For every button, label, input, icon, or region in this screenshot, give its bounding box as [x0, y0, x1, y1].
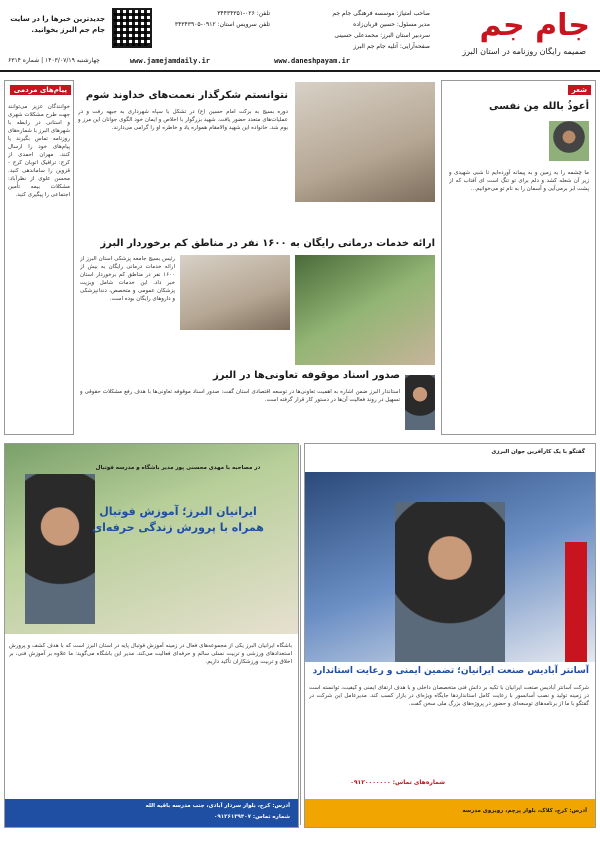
ad-divider [300, 445, 301, 825]
ad-football-top-label: در مصاحبه با مهدی محسنی پور مدیر باشگاه و مدرسه فوتبال [95, 465, 261, 471]
manager-photo [25, 474, 95, 624]
story-top-text: دوره بسیج به برکت امام حسین (ع) در تشکل با سپاه شهرداری به جبهه رفت و در عملیات‌های متعدد حضور یافت. شهید بزرگوار با اخلاص و ایمان خود الگوی جوانان این مرز و بوم شد. خانواده این شهید والامقام همواره یاد و خاطره او را گرامی می‌دارند. [78, 109, 288, 131]
ad-elevator [304, 443, 596, 828]
ad-elevator-address: آدرس: کرج، کلاک، بلوار پرچم، روبروی مدرسه [462, 808, 587, 814]
ad-football-phone: شماره تماس: ۰۹۱۲۶۱۳۹۴۰۷ [214, 814, 290, 820]
qr-code-icon [112, 8, 152, 48]
story-health-text: رئیس بسیج جامعه پزشکی استان البرز از ارائه خدمات درمانی رایگان به بیش از ۱۶۰۰ نفر در مناطق کم برخوردار استان خبر داد. این خدمات شامل ویزیت پزشکان عمومی و متخصص، دندانپزشکی و داروهای رایگان بوده است. [80, 256, 175, 302]
people-messages-label: پیام‌های مردمی [10, 85, 71, 95]
people-messages-column [4, 80, 74, 435]
ad-football-address: آدرس: کرج، بلوار سردار آبادی، جنب مدرسه باقیه الله [145, 803, 290, 809]
info-line: تلفن سرویس استان: ۰۹۱۲-۳۴۳۴۳۹۰۵ [174, 21, 270, 28]
info-line: صاحب امتیاز: موسسه فرهنگی جام جم [332, 10, 430, 17]
ad-elevator-top-label: گفتگو با یک کارآفرین جوان البرزی [491, 449, 585, 455]
poem-title: أعوذُ بالله مِن نفسی [489, 101, 589, 112]
info-block-2 [160, 8, 270, 30]
info-line: سردبیر استان البرز: محمدعلی حسینی [334, 32, 430, 39]
tagline: صمیمه رایگان روزنامه در استان البرز [462, 47, 586, 56]
ad-football [4, 443, 299, 828]
ad-football-headline: ایرانیان البرز؛ آموزش فوتبال همراه با پرورش زندگی حرفه‌ای [92, 505, 264, 534]
story-top-headline: نتوانستم شکرگذار نعمت‌های خداوند شوم [85, 90, 288, 101]
poem-column [441, 80, 596, 435]
url-bar [0, 54, 600, 70]
info-line: صفحه‌آرایی: آتلیه جام جم البرز [353, 43, 430, 50]
ad-football-text: باشگاه ایرانیان البرز یکی از مجموعه‌های فعال در زمینه آموزش فوتبال پایه در استان البرز است که با هدف کشف و پرورش استعدادهای ورزشی و تربیت نسلی سالم و حرفه‌ای فعالیت می‌کند. مدیر این باشگاه می‌گوید: ما علاوه بر آموزش فنی، بر اخلاق و تربیت ورزشکاران تأکید داریم. [9, 643, 292, 665]
story-coop-headline: صدور اسناد موقوفه تعاونی‌ها در البرز [212, 370, 400, 381]
clinic-photo-2 [180, 255, 290, 330]
people-messages-text: خوانندگان عزیز می‌توانند جهت طرح مشکلات شهری و استانی در رابطه با شهرهای البرز با شماره‌های روزنامه تماس بگیرند یا پیام‌های خود را ارسال کنند. مهران احمدی از کرج: ترافیک اتوبان کرج - قزوین را ساماندهی کنید. محسن علوی از نظرآباد: مشکلات بیمه تأمین اجتماعی را پیگیری کنید. [8, 104, 70, 198]
story-health-headline: ارائه خدمات درمانی رایگان به ۱۶۰۰ نفر در مناطق کم برخوردار البرز [100, 238, 435, 249]
info-line: مدیر مسئول: حسین قربان‌زاده [353, 21, 430, 28]
ad-football-footer [5, 799, 298, 827]
site-link[interactable]: www.daneshpayam.ir [274, 57, 350, 65]
clinic-photo-1 [295, 255, 435, 365]
martyr-photo [295, 82, 435, 202]
info-line: تلفن: ۰۲۶-۳۴۴۳۴۳۵۱ [217, 10, 270, 17]
poem-text: ما چشمه را به زمین و به پیمانه آورده‌ایم تا شبی شهیدی و زیر آن شعله کشد و دلم برای تو تنگ است ای آفتاب که از پشت ابر برمی‌آیی و آسمان را به نام تو می‌خوانیم... [449, 170, 589, 192]
story-coop-text: استاندار البرز ضمن اشاره به اهمیت تعاونی‌ها در توسعه اقتصادی استان گفت: صدور اسناد موقوفه تعاونی‌ها با هدف رفع مشکلات حقوقی و تسهیل در روند فعالیت آن‌ها در دستور کار قرار گرفته است. [80, 389, 400, 403]
issue-info: چهارشنبه ۱۴۰۳/۰۷/۱۹ | شماره ۶۳۱۴ [8, 57, 100, 64]
site-link[interactable]: www.jamejamdaily.ir [129, 57, 210, 65]
ad-elevator-photo [305, 472, 595, 662]
ceo-photo [395, 502, 505, 662]
masthead [0, 0, 600, 72]
official-photo [405, 375, 435, 430]
ad-elevator-phones: شماره‌های تماس: ۰۹۱۲۰۰۰۰۰۰۰ [350, 779, 445, 786]
poem-label: شعر [568, 85, 591, 95]
ad-elevator-footer [305, 799, 595, 827]
ad-elevator-text: شرکت آسانتر آبادیس صنعت ایرانیان با تکیه بر دانش فنی متخصصان داخلی و با هدف ارتقای ایمنی و کیفیت، توانسته است در زمینه تولید و نصب آسانسور با رعایت کامل استانداردها جایگاه ویژه‌ای در بازار کسب کند. مدیرعامل این شرکت در گفتگو با ما از برنامه‌های توسعه‌ای و حضور در پروژه‌های بزرگ ملی سخن گفت. [309, 685, 589, 707]
brand-bar [565, 542, 587, 662]
slogan: جدیدترین خبرها را در سایت جام جم البرز بخوانید. [10, 15, 105, 34]
poet-photo [549, 121, 589, 161]
info-block [280, 8, 430, 52]
ad-football-photo [5, 444, 298, 634]
newspaper-logo: جام جم [479, 8, 590, 43]
ad-elevator-headline: آسانتر آبادیس صنعت ایرانیان؛ تضمین ایمنی و رعایت استاندارد [312, 666, 589, 676]
